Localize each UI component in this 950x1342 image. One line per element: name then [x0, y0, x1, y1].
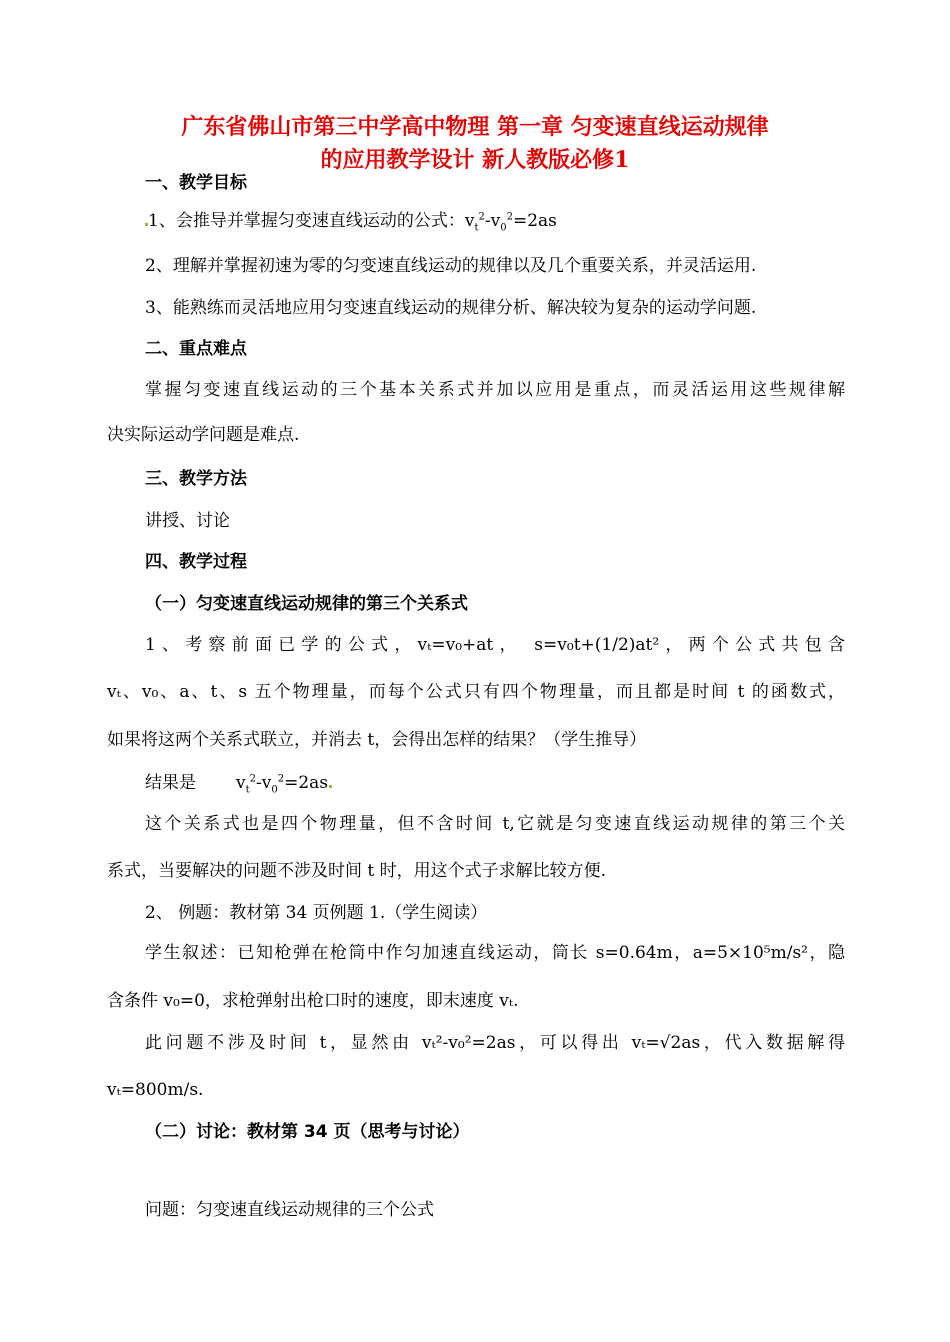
- process-para2-line1: 这个关系式也是四个物理量，但不含时间 t,它就是匀变速直线运动规律的第三个关: [145, 814, 845, 834]
- process-para1-line1: 1、考察前面已学的公式，vₜ=v₀+at， s=v₀t+(1/2)at²，两个公式共包含: [145, 635, 845, 655]
- example-line4: 此问题不涉及时间 t，显然由 vₜ²-v₀²=2as，可以得出 vₜ=√2as，代入数据解得: [145, 1033, 845, 1053]
- objective-item-1: [145, 210, 557, 232]
- section-heading-methods: 三、教学方法: [145, 469, 247, 489]
- methods-text: 讲授、讨论: [145, 511, 230, 531]
- objective-item-2: 2、理解并掌握初速为零的匀变速直线运动的规律以及几个重要关系，并灵活运用.: [145, 256, 757, 276]
- objective-item-3: 3、能熟练而灵活地应用匀变速直线运动的规律分析、解决较为复杂的运动学问题.: [145, 298, 757, 318]
- objective-item-1-text: 1、会推导并掌握匀变速直线运动的公式：: [148, 211, 465, 231]
- section-heading-process: 四、教学过程: [145, 552, 247, 572]
- example-line5: vₜ=800m/s.: [107, 1080, 204, 1100]
- section-heading-keypoints: 二、重点难点: [145, 339, 247, 359]
- process-para1-line2: vₜ、v₀、a、t、s 五个物理量，而每个公式只有四个物理量，而且都是时间 t 的函数式，: [107, 682, 845, 702]
- section-heading-objectives: 一、教学目标: [145, 173, 247, 193]
- result-line: [145, 772, 332, 794]
- keypoints-para-line1: 掌握匀变速直线运动的三个基本关系式并加以应用是重点，而灵活运用这些规律解: [145, 380, 845, 400]
- example-line1: 2、 例题：教材第 34 页例题 1.（学生阅读）: [145, 903, 488, 923]
- formula-inline: $v_t^2-v_0^2=2as$: [464, 211, 557, 234]
- result-label: 结果是: [145, 773, 196, 793]
- doc-title-line1: 广东省佛山市第三中学高中物理 第一章 匀变速直线运动规律: [181, 114, 769, 140]
- question-line: 问题：匀变速直线运动规律的三个公式: [145, 1200, 434, 1220]
- keypoints-para-line2: 决实际运动学问题是难点.: [107, 425, 300, 445]
- example-line3: 含条件 v₀=0，求枪弹射出枪口时的速度，即末速度 vₜ.: [107, 991, 519, 1011]
- result-formula: $v_t^2-v_0^2=2as$: [236, 773, 329, 796]
- annotation-dot: [329, 785, 332, 788]
- process-para1-line3: 如果将这两个关系式联立，并消去 t，会得出怎样的结果？（学生推导）: [107, 730, 647, 750]
- doc-title-line2: 的应用教学设计 新人教版必修1: [320, 147, 630, 173]
- process-para2-line2: 系式，当要解决的问题不涉及时间 t 时，用这个式子求解比较方便.: [107, 861, 607, 881]
- subsection-heading-1: （一）匀变速直线运动规律的第三个关系式: [145, 594, 468, 614]
- subsection-heading-2: （二）讨论：教材第 34 页（思考与讨论）: [145, 1122, 470, 1142]
- example-line2: 学生叙述：已知枪弹在枪筒中作匀加速直线运动，筒长 s=0.64m，a=5×10⁵m/s²，隐: [145, 943, 845, 963]
